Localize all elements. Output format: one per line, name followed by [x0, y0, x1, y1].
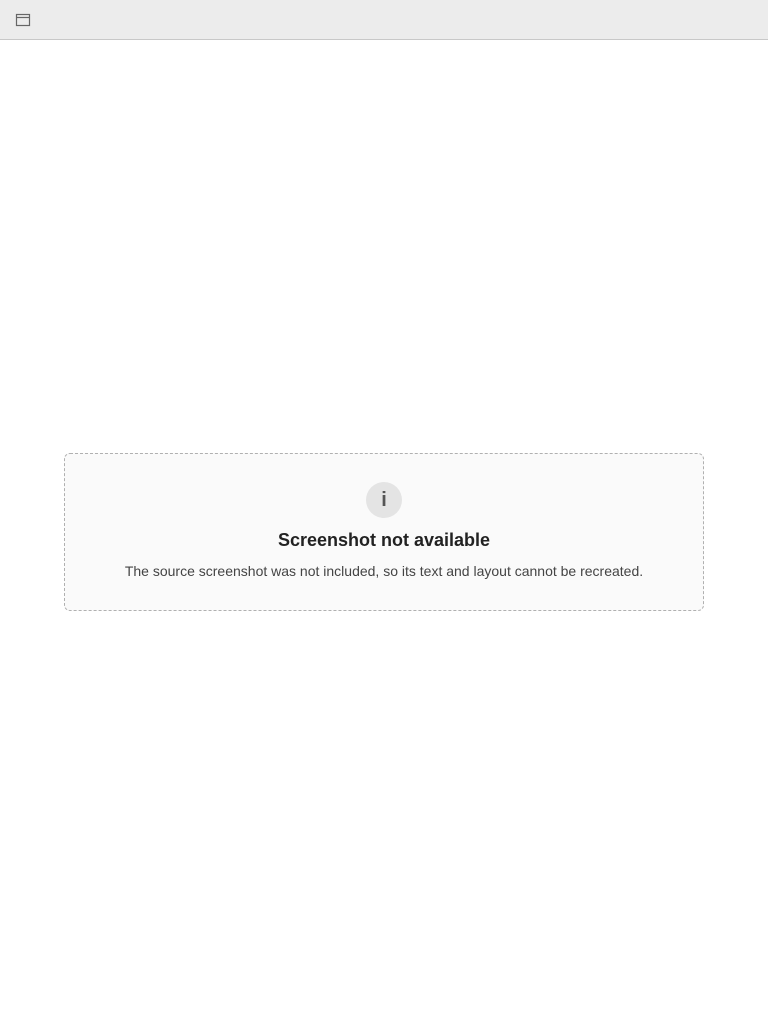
missing-image-notice [64, 453, 704, 611]
window-icon [14, 11, 32, 29]
title-bar [0, 0, 768, 40]
notice-heading: Screenshot not available [277, 530, 491, 550]
main-content [0, 40, 768, 1024]
info-icon: i [366, 482, 402, 518]
notice-message: The source screenshot was not included, so its text and layout cannot be recreated. [124, 563, 644, 579]
